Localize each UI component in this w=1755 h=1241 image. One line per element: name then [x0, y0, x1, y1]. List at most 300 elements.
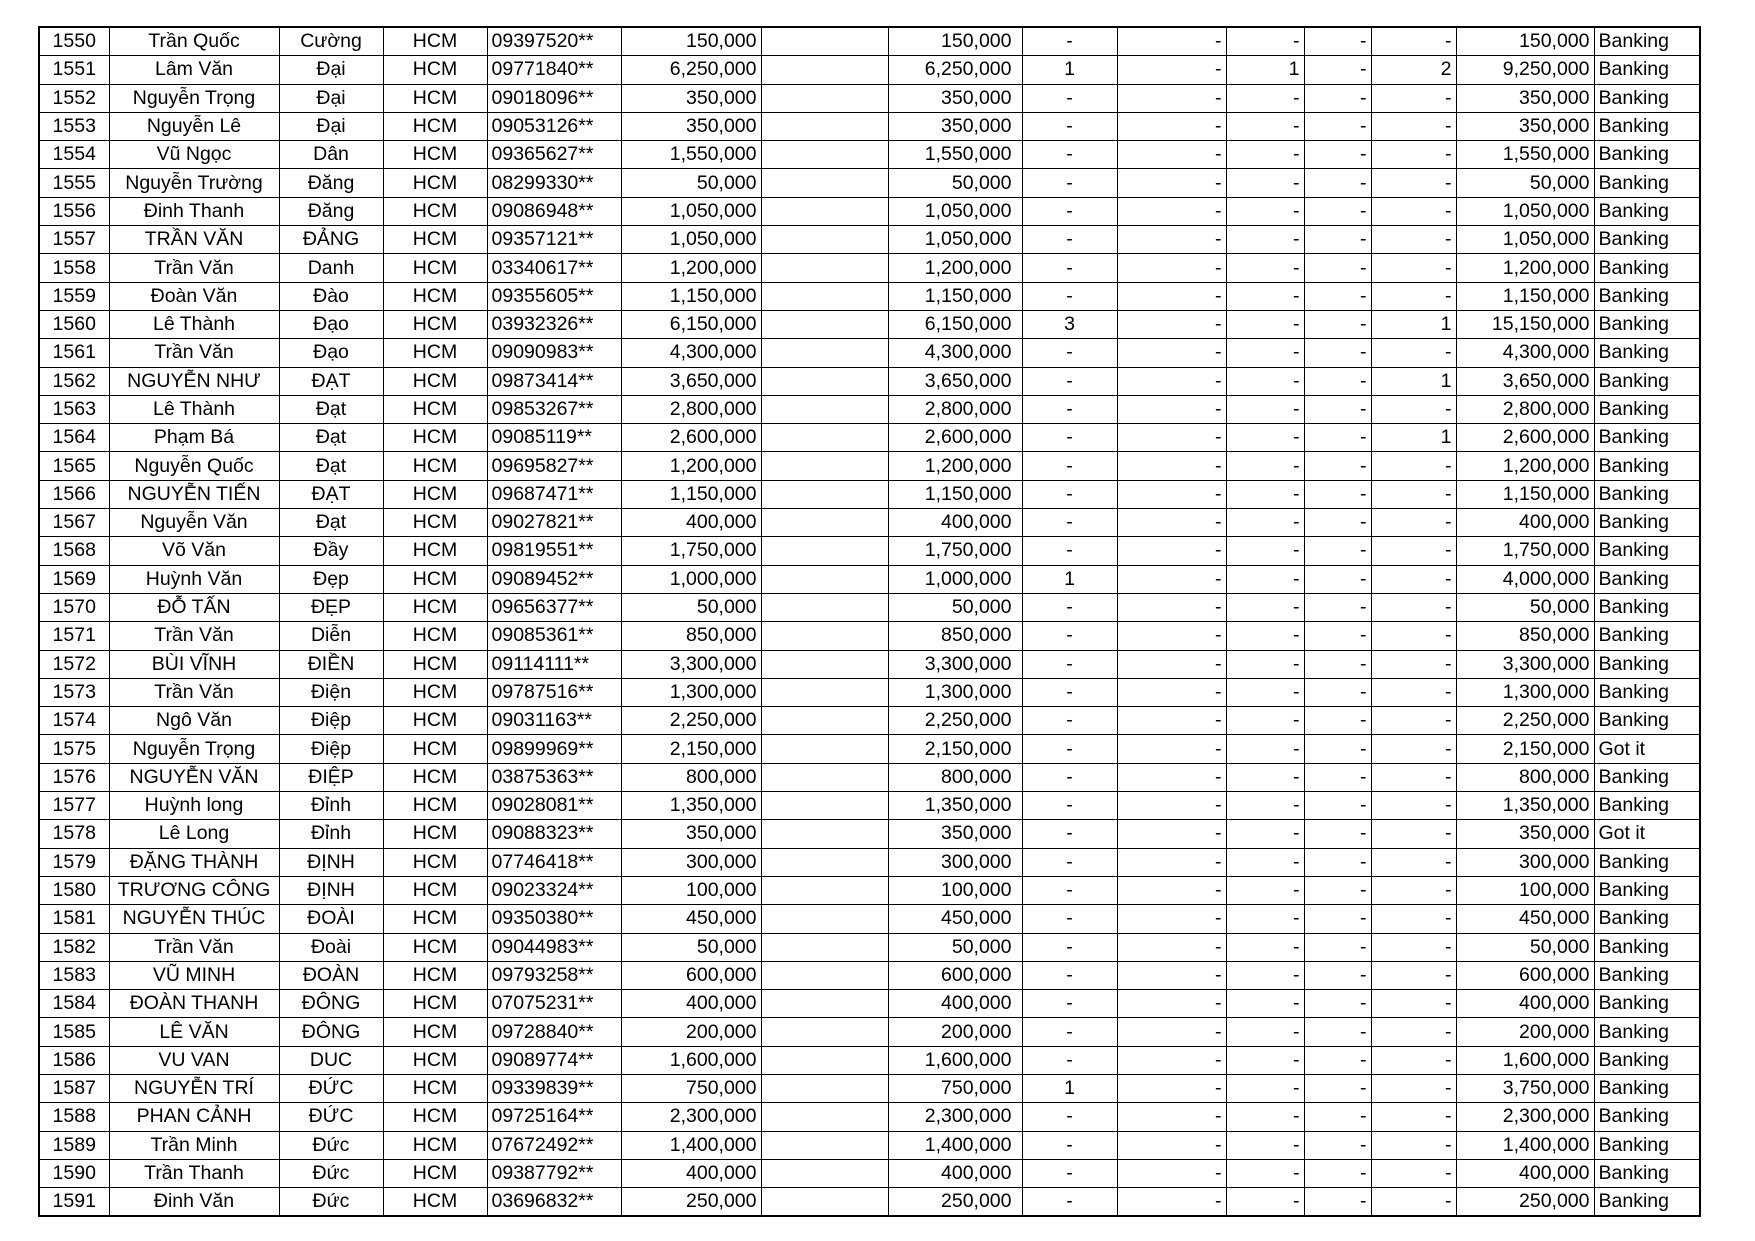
- cell-count-c: -: [1226, 1103, 1304, 1131]
- cell-subtotal: 3,650,000: [888, 367, 1022, 395]
- cell-count-b: -: [1117, 961, 1226, 989]
- cell-subtotal: 350,000: [888, 112, 1022, 140]
- cell-first-name: Cường: [279, 27, 383, 56]
- cell-count-e: -: [1371, 1018, 1456, 1046]
- cell-count-a: -: [1022, 876, 1117, 904]
- cell-count-d: -: [1304, 593, 1371, 621]
- cell-first-name: ĐOÀI: [279, 905, 383, 933]
- cell-city: HCM: [383, 1131, 487, 1159]
- cell-payment-method: Banking: [1594, 27, 1700, 56]
- cell-count-b: -: [1117, 1018, 1226, 1046]
- cell-count-a: 1: [1022, 1074, 1117, 1102]
- cell-payment-method: Banking: [1594, 707, 1700, 735]
- table-row: [39, 226, 1700, 254]
- cell-total: 1,150,000: [1456, 282, 1594, 310]
- cell-amount: 600,000: [621, 961, 761, 989]
- cell-last-middle-name: Đinh Thanh: [109, 197, 279, 225]
- cell-city: HCM: [383, 905, 487, 933]
- cell-city: HCM: [383, 27, 487, 56]
- cell-last-middle-name: Nguyễn Trường: [109, 169, 279, 197]
- cell-city: HCM: [383, 452, 487, 480]
- cell-amount: 450,000: [621, 905, 761, 933]
- cell-count-d: -: [1304, 1074, 1371, 1102]
- cell-row-number: 1557: [39, 226, 109, 254]
- cell-count-c: -: [1226, 622, 1304, 650]
- cell-row-number: 1558: [39, 254, 109, 282]
- cell-blank: [761, 565, 888, 593]
- cell-row-number: 1577: [39, 792, 109, 820]
- cell-count-e: -: [1371, 282, 1456, 310]
- cell-count-a: -: [1022, 141, 1117, 169]
- cell-amount: 1,350,000: [621, 792, 761, 820]
- cell-last-middle-name: Trần Văn: [109, 678, 279, 706]
- cell-count-b: -: [1117, 339, 1226, 367]
- cell-subtotal: 1,750,000: [888, 537, 1022, 565]
- cell-row-number: 1559: [39, 282, 109, 310]
- cell-payment-method: Banking: [1594, 509, 1700, 537]
- cell-first-name: ĐỨC: [279, 1103, 383, 1131]
- cell-payment-method: Banking: [1594, 1188, 1700, 1217]
- cell-count-b: -: [1117, 480, 1226, 508]
- cell-phone: 09027821**: [487, 509, 621, 537]
- cell-city: HCM: [383, 876, 487, 904]
- cell-amount: 2,250,000: [621, 707, 761, 735]
- cell-count-d: -: [1304, 84, 1371, 112]
- cell-amount: 250,000: [621, 1188, 761, 1217]
- cell-subtotal: 1,200,000: [888, 254, 1022, 282]
- cell-city: HCM: [383, 310, 487, 338]
- cell-count-b: -: [1117, 848, 1226, 876]
- cell-count-b: -: [1117, 169, 1226, 197]
- cell-amount: 1,150,000: [621, 480, 761, 508]
- cell-total: 1,200,000: [1456, 254, 1594, 282]
- cell-total: 300,000: [1456, 848, 1594, 876]
- cell-payment-method: Banking: [1594, 1074, 1700, 1102]
- cell-total: 1,350,000: [1456, 792, 1594, 820]
- cell-row-number: 1573: [39, 678, 109, 706]
- cell-phone: 07672492**: [487, 1131, 621, 1159]
- cell-total: 350,000: [1456, 820, 1594, 848]
- table-row: [39, 1074, 1700, 1102]
- cell-row-number: 1564: [39, 424, 109, 452]
- cell-count-a: 3: [1022, 310, 1117, 338]
- cell-subtotal: 100,000: [888, 876, 1022, 904]
- cell-first-name: Đăng: [279, 169, 383, 197]
- cell-city: HCM: [383, 650, 487, 678]
- cell-total: 1,600,000: [1456, 1046, 1594, 1074]
- cell-row-number: 1568: [39, 537, 109, 565]
- cell-payment-method: Banking: [1594, 678, 1700, 706]
- cell-subtotal: 400,000: [888, 1159, 1022, 1187]
- cell-city: HCM: [383, 169, 487, 197]
- cell-subtotal: 2,250,000: [888, 707, 1022, 735]
- cell-phone: 03875363**: [487, 763, 621, 791]
- cell-first-name: ĐÔNG: [279, 1018, 383, 1046]
- cell-count-a: -: [1022, 480, 1117, 508]
- table-row: [39, 820, 1700, 848]
- cell-blank: [761, 707, 888, 735]
- cell-row-number: 1579: [39, 848, 109, 876]
- cell-amount: 150,000: [621, 27, 761, 56]
- cell-phone: 09355605**: [487, 282, 621, 310]
- cell-payment-method: Banking: [1594, 310, 1700, 338]
- cell-amount: 1,050,000: [621, 197, 761, 225]
- cell-blank: [761, 1074, 888, 1102]
- cell-count-d: -: [1304, 1188, 1371, 1217]
- cell-phone: 09365627**: [487, 141, 621, 169]
- cell-blank: [761, 84, 888, 112]
- cell-blank: [761, 593, 888, 621]
- cell-count-c: -: [1226, 905, 1304, 933]
- cell-count-c: -: [1226, 1046, 1304, 1074]
- cell-first-name: Điện: [279, 678, 383, 706]
- cell-first-name: Đăng: [279, 197, 383, 225]
- cell-city: HCM: [383, 1103, 487, 1131]
- cell-count-d: -: [1304, 678, 1371, 706]
- cell-count-c: -: [1226, 169, 1304, 197]
- table-row: [39, 84, 1700, 112]
- cell-total: 3,650,000: [1456, 367, 1594, 395]
- cell-amount: 200,000: [621, 1018, 761, 1046]
- cell-count-e: -: [1371, 1159, 1456, 1187]
- cell-count-b: -: [1117, 707, 1226, 735]
- cell-subtotal: 300,000: [888, 848, 1022, 876]
- cell-count-b: -: [1117, 990, 1226, 1018]
- cell-count-b: -: [1117, 310, 1226, 338]
- cell-total: 1,150,000: [1456, 480, 1594, 508]
- cell-count-e: -: [1371, 876, 1456, 904]
- cell-count-b: -: [1117, 141, 1226, 169]
- cell-first-name: Danh: [279, 254, 383, 282]
- cell-count-e: 1: [1371, 310, 1456, 338]
- cell-count-a: 1: [1022, 56, 1117, 84]
- cell-amount: 4,300,000: [621, 339, 761, 367]
- cell-row-number: 1561: [39, 339, 109, 367]
- cell-count-e: -: [1371, 905, 1456, 933]
- cell-last-middle-name: Ngô Văn: [109, 707, 279, 735]
- cell-subtotal: 150,000: [888, 27, 1022, 56]
- cell-count-a: -: [1022, 961, 1117, 989]
- cell-count-b: -: [1117, 424, 1226, 452]
- cell-city: HCM: [383, 424, 487, 452]
- cell-count-d: -: [1304, 424, 1371, 452]
- cell-count-e: -: [1371, 226, 1456, 254]
- cell-amount: 400,000: [621, 990, 761, 1018]
- cell-row-number: 1587: [39, 1074, 109, 1102]
- cell-count-b: -: [1117, 282, 1226, 310]
- cell-count-b: -: [1117, 820, 1226, 848]
- table-row: [39, 480, 1700, 508]
- cell-total: 1,050,000: [1456, 197, 1594, 225]
- table-row: [39, 593, 1700, 621]
- cell-count-d: -: [1304, 1103, 1371, 1131]
- cell-count-b: -: [1117, 1131, 1226, 1159]
- cell-count-d: -: [1304, 310, 1371, 338]
- cell-count-d: -: [1304, 56, 1371, 84]
- cell-subtotal: 1,550,000: [888, 141, 1022, 169]
- cell-amount: 1,150,000: [621, 282, 761, 310]
- cell-total: 850,000: [1456, 622, 1594, 650]
- cell-count-d: -: [1304, 792, 1371, 820]
- cell-row-number: 1584: [39, 990, 109, 1018]
- cell-count-a: 1: [1022, 565, 1117, 593]
- table-row: [39, 1046, 1700, 1074]
- cell-total: 200,000: [1456, 1018, 1594, 1046]
- cell-count-a: -: [1022, 1131, 1117, 1159]
- cell-amount: 100,000: [621, 876, 761, 904]
- cell-phone: 09089774**: [487, 1046, 621, 1074]
- cell-phone: 09819551**: [487, 537, 621, 565]
- cell-amount: 400,000: [621, 509, 761, 537]
- cell-amount: 350,000: [621, 112, 761, 140]
- cell-phone: 09031163**: [487, 707, 621, 735]
- cell-phone: 09090983**: [487, 339, 621, 367]
- cell-last-middle-name: BÙI VĨNH: [109, 650, 279, 678]
- cell-amount: 1,400,000: [621, 1131, 761, 1159]
- cell-count-e: -: [1371, 961, 1456, 989]
- cell-phone: 09695827**: [487, 452, 621, 480]
- cell-first-name: Đẹp: [279, 565, 383, 593]
- cell-count-b: -: [1117, 565, 1226, 593]
- cell-count-e: 1: [1371, 424, 1456, 452]
- cell-count-e: -: [1371, 1046, 1456, 1074]
- cell-count-a: -: [1022, 537, 1117, 565]
- cell-count-e: -: [1371, 820, 1456, 848]
- cell-total: 1,400,000: [1456, 1131, 1594, 1159]
- cell-city: HCM: [383, 197, 487, 225]
- cell-city: HCM: [383, 678, 487, 706]
- cell-count-c: -: [1226, 480, 1304, 508]
- cell-count-c: 1: [1226, 56, 1304, 84]
- cell-city: HCM: [383, 622, 487, 650]
- cell-total: 800,000: [1456, 763, 1594, 791]
- cell-total: 2,300,000: [1456, 1103, 1594, 1131]
- cell-total: 2,250,000: [1456, 707, 1594, 735]
- cell-row-number: 1580: [39, 876, 109, 904]
- cell-total: 400,000: [1456, 1159, 1594, 1187]
- cell-city: HCM: [383, 282, 487, 310]
- cell-subtotal: 2,800,000: [888, 395, 1022, 423]
- cell-last-middle-name: Nguyễn Lê: [109, 112, 279, 140]
- cell-city: HCM: [383, 933, 487, 961]
- cell-count-e: -: [1371, 254, 1456, 282]
- cell-count-e: -: [1371, 792, 1456, 820]
- table-row: [39, 112, 1700, 140]
- cell-payment-method: Banking: [1594, 792, 1700, 820]
- cell-count-a: -: [1022, 452, 1117, 480]
- cell-count-c: -: [1226, 1131, 1304, 1159]
- cell-count-d: -: [1304, 169, 1371, 197]
- cell-count-d: -: [1304, 763, 1371, 791]
- cell-last-middle-name: LÊ VĂN: [109, 1018, 279, 1046]
- cell-count-e: -: [1371, 169, 1456, 197]
- table-row: [39, 509, 1700, 537]
- cell-row-number: 1588: [39, 1103, 109, 1131]
- cell-count-e: -: [1371, 84, 1456, 112]
- cell-row-number: 1589: [39, 1131, 109, 1159]
- cell-count-a: -: [1022, 282, 1117, 310]
- cell-amount: 1,050,000: [621, 226, 761, 254]
- cell-amount: 2,600,000: [621, 424, 761, 452]
- table-row: [39, 282, 1700, 310]
- cell-total: 600,000: [1456, 961, 1594, 989]
- cell-total: 400,000: [1456, 990, 1594, 1018]
- cell-first-name: ĐẢNG: [279, 226, 383, 254]
- cell-total: 50,000: [1456, 933, 1594, 961]
- cell-phone: 03932326**: [487, 310, 621, 338]
- cell-count-a: -: [1022, 84, 1117, 112]
- cell-city: HCM: [383, 792, 487, 820]
- cell-count-a: -: [1022, 197, 1117, 225]
- cell-count-c: -: [1226, 197, 1304, 225]
- cell-count-b: -: [1117, 452, 1226, 480]
- cell-payment-method: Banking: [1594, 650, 1700, 678]
- table-row: [39, 650, 1700, 678]
- cell-payment-method: Got it: [1594, 820, 1700, 848]
- cell-count-e: -: [1371, 1074, 1456, 1102]
- cell-first-name: Đầy: [279, 537, 383, 565]
- table-row: [39, 424, 1700, 452]
- cell-first-name: Đạo: [279, 339, 383, 367]
- cell-count-d: -: [1304, 848, 1371, 876]
- cell-amount: 50,000: [621, 933, 761, 961]
- cell-last-middle-name: NGUYỄN TIẾN: [109, 480, 279, 508]
- table-row: [39, 876, 1700, 904]
- cell-last-middle-name: Trần Văn: [109, 622, 279, 650]
- cell-total: 1,750,000: [1456, 537, 1594, 565]
- cell-phone: 09088323**: [487, 820, 621, 848]
- cell-count-a: -: [1022, 1103, 1117, 1131]
- cell-count-e: -: [1371, 735, 1456, 763]
- cell-amount: 2,150,000: [621, 735, 761, 763]
- cell-city: HCM: [383, 820, 487, 848]
- cell-total: 3,300,000: [1456, 650, 1594, 678]
- cell-row-number: 1550: [39, 27, 109, 56]
- cell-count-b: -: [1117, 197, 1226, 225]
- cell-count-a: -: [1022, 254, 1117, 282]
- cell-amount: 6,150,000: [621, 310, 761, 338]
- cell-count-b: -: [1117, 56, 1226, 84]
- cell-payment-method: Banking: [1594, 1046, 1700, 1074]
- cell-last-middle-name: NGUYỄN THÚC: [109, 905, 279, 933]
- cell-city: HCM: [383, 395, 487, 423]
- cell-phone: 09793258**: [487, 961, 621, 989]
- cell-count-d: -: [1304, 1018, 1371, 1046]
- cell-first-name: Điệp: [279, 735, 383, 763]
- cell-last-middle-name: Lê Thành: [109, 310, 279, 338]
- cell-amount: 350,000: [621, 84, 761, 112]
- cell-phone: 09085119**: [487, 424, 621, 452]
- cell-count-e: -: [1371, 763, 1456, 791]
- cell-count-c: -: [1226, 452, 1304, 480]
- cell-subtotal: 1,050,000: [888, 226, 1022, 254]
- cell-count-b: -: [1117, 905, 1226, 933]
- cell-count-a: -: [1022, 820, 1117, 848]
- cell-row-number: 1553: [39, 112, 109, 140]
- cell-subtotal: 850,000: [888, 622, 1022, 650]
- cell-total: 400,000: [1456, 509, 1594, 537]
- cell-amount: 1,200,000: [621, 254, 761, 282]
- cell-count-c: -: [1226, 424, 1304, 452]
- cell-last-middle-name: Trần Văn: [109, 933, 279, 961]
- cell-count-a: -: [1022, 1046, 1117, 1074]
- cell-blank: [761, 678, 888, 706]
- cell-count-a: -: [1022, 1159, 1117, 1187]
- cell-count-c: -: [1226, 990, 1304, 1018]
- cell-row-number: 1570: [39, 593, 109, 621]
- cell-subtotal: 400,000: [888, 509, 1022, 537]
- cell-city: HCM: [383, 707, 487, 735]
- cell-city: HCM: [383, 84, 487, 112]
- cell-blank: [761, 763, 888, 791]
- cell-count-d: -: [1304, 1046, 1371, 1074]
- cell-last-middle-name: NGUYỄN NHƯ: [109, 367, 279, 395]
- cell-blank: [761, 424, 888, 452]
- cell-subtotal: 1,150,000: [888, 480, 1022, 508]
- cell-phone: 08299330**: [487, 169, 621, 197]
- cell-count-b: -: [1117, 367, 1226, 395]
- cell-first-name: Đạt: [279, 424, 383, 452]
- cell-count-d: -: [1304, 1131, 1371, 1159]
- cell-phone: 09387792**: [487, 1159, 621, 1187]
- cell-payment-method: Banking: [1594, 763, 1700, 791]
- cell-city: HCM: [383, 141, 487, 169]
- cell-count-e: -: [1371, 112, 1456, 140]
- cell-count-e: -: [1371, 1188, 1456, 1217]
- cell-subtotal: 750,000: [888, 1074, 1022, 1102]
- cell-phone: 09787516**: [487, 678, 621, 706]
- cell-last-middle-name: Trần Quốc: [109, 27, 279, 56]
- cell-last-middle-name: Đinh Văn: [109, 1188, 279, 1217]
- cell-total: 3,750,000: [1456, 1074, 1594, 1102]
- cell-row-number: 1578: [39, 820, 109, 848]
- cell-count-c: -: [1226, 792, 1304, 820]
- cell-blank: [761, 27, 888, 56]
- cell-count-a: -: [1022, 792, 1117, 820]
- cell-first-name: Đức: [279, 1131, 383, 1159]
- cell-row-number: 1551: [39, 56, 109, 84]
- cell-city: HCM: [383, 537, 487, 565]
- cell-last-middle-name: Trần Văn: [109, 254, 279, 282]
- cell-count-e: -: [1371, 537, 1456, 565]
- cell-subtotal: 800,000: [888, 763, 1022, 791]
- cell-city: HCM: [383, 1018, 487, 1046]
- cell-row-number: 1586: [39, 1046, 109, 1074]
- cell-last-middle-name: Nguyễn Văn: [109, 509, 279, 537]
- cell-blank: [761, 820, 888, 848]
- cell-city: HCM: [383, 848, 487, 876]
- cell-total: 4,000,000: [1456, 565, 1594, 593]
- cell-blank: [761, 197, 888, 225]
- cell-city: HCM: [383, 480, 487, 508]
- cell-total: 15,150,000: [1456, 310, 1594, 338]
- table-row: [39, 197, 1700, 225]
- cell-phone: 09725164**: [487, 1103, 621, 1131]
- cell-count-c: -: [1226, 509, 1304, 537]
- cell-count-d: -: [1304, 622, 1371, 650]
- cell-count-b: -: [1117, 84, 1226, 112]
- cell-last-middle-name: ĐOÀN THANH: [109, 990, 279, 1018]
- cell-city: HCM: [383, 565, 487, 593]
- cell-blank: [761, 792, 888, 820]
- cell-count-d: -: [1304, 480, 1371, 508]
- cell-subtotal: 450,000: [888, 905, 1022, 933]
- cell-last-middle-name: Nguyễn Trọng: [109, 735, 279, 763]
- cell-blank: [761, 169, 888, 197]
- cell-count-e: -: [1371, 933, 1456, 961]
- cell-blank: [761, 141, 888, 169]
- table-row: [39, 905, 1700, 933]
